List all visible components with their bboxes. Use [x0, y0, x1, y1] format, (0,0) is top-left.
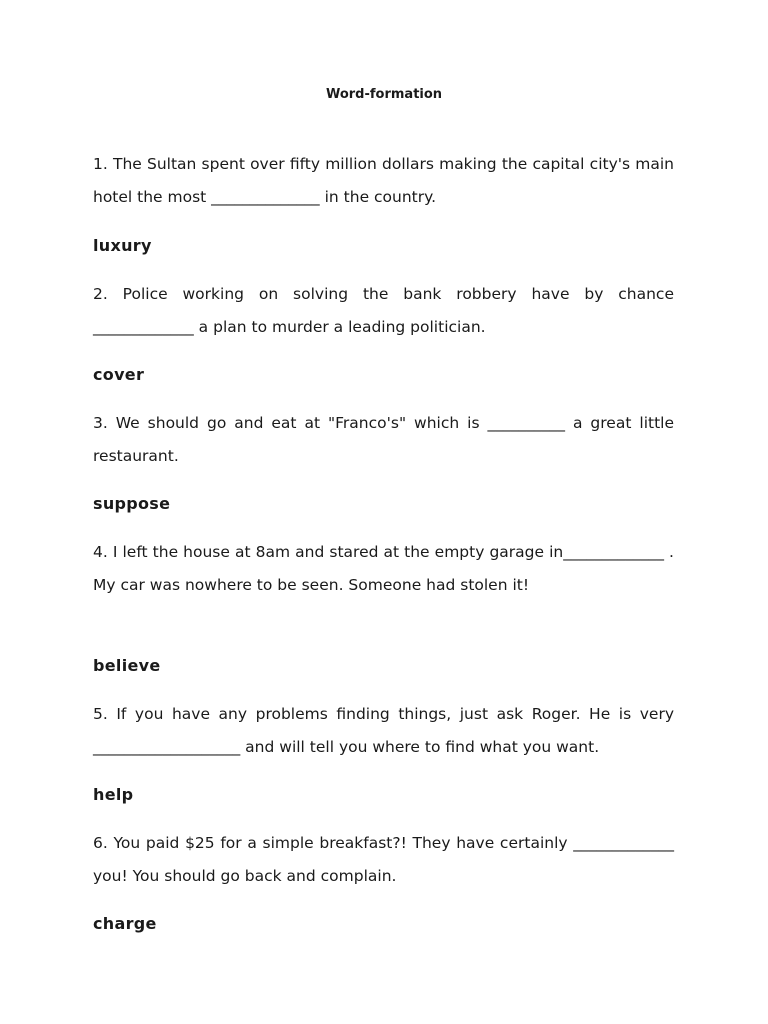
keyword-3: suppose	[93, 494, 171, 513]
keyword-1: luxury	[93, 236, 152, 255]
keyword-5: help	[93, 785, 134, 804]
keyword-2: cover	[93, 365, 145, 384]
question-6: 6. You paid $25 for a simple breakfast?! They have certainly _____________ you! You should go back and complain.	[93, 834, 674, 885]
keyword-4: believe	[93, 656, 161, 675]
question-5: 5. If you have any problems finding things, just ask Roger. He is very ___________________ and will tell you where to find what you want.	[93, 705, 674, 756]
question-3: 3. We should go and eat at "Franco's" which is __________ a great little restaurant.	[93, 414, 674, 465]
question-2: 2. Police working on solving the bank robbery have by chance _____________ a plan to murder a leading politician.	[93, 285, 674, 336]
page-title: Word-formation	[325, 87, 443, 102]
keyword-6: charge	[93, 914, 157, 933]
question-4: 4. I left the house at 8am and stared at the empty garage in_____________ . My car was nowhere to be seen. Someone had stolen it!	[93, 543, 674, 594]
question-1: 1. The Sultan spent over fifty million dollars making the capital city's main hotel the most ______________ in the country.	[93, 155, 674, 206]
